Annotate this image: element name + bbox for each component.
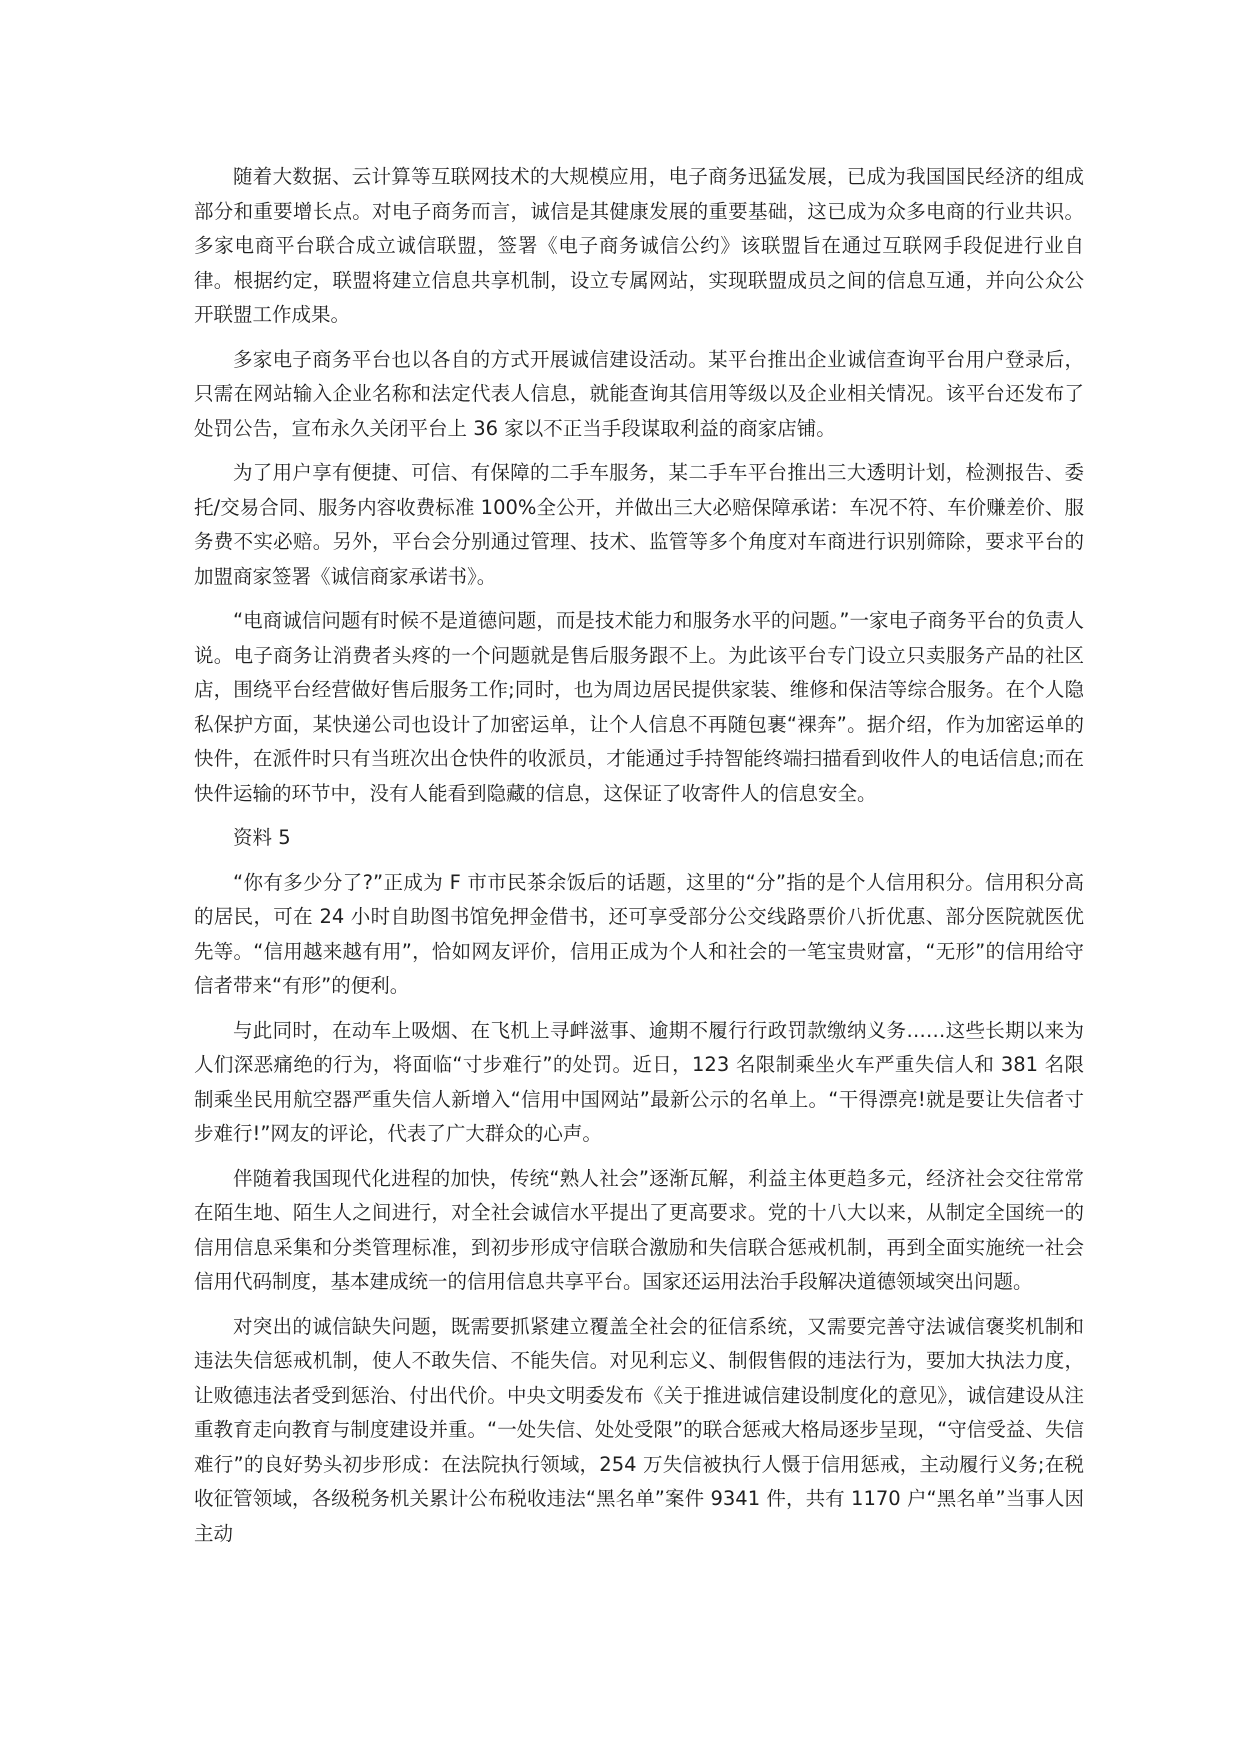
paragraph-ecommerce-integrity-alliance: 随着大数据、云计算等互联网技术的大规模应用，电子商务迅猛发展，已成为我国国民经济的组成部分和重要增长点。对电子商务而言，诚信是其健康发展的重要基础，这已成为众多电商的行业共识。多家电商平台联合成立诚信联盟，签署《电子商务诚信公约》该联盟旨在通过互联网手段促进行业自律。根据约定，联盟将建立信息共享机制，设立专属网站，实现联盟成员之间的信息互通，并向公众公开联盟工作成果。 <box>194 165 1084 326</box>
paragraph-credit-score: “你有多少分了?”正成为 F 市市民茶余饭后的话题，这里的“分”指的是个人信用积分。信用积分高的居民，可在 24 小时自助图书馆免押金借书，还可享受部分公交线路票价八折优惠、部分医院就医优先等。“信用越来越有用”，恰如网友评价，信用正成为个人和社会的一笔宝贵财富，“无形”的信用给守信者带来“有形”的便利。 <box>194 870 1084 997</box>
paragraph-after-sales-privacy: “电商诚信问题有时候不是道德问题，而是技术能力和服务水平的问题。”一家电子商务平台的负责人说。电子商务让消费者头疼的一个问题就是售后服务跟不上。为此该平台专门设立只卖服务产品的社区店，围绕平台经营做好售后服务工作;同时，也为周边居民提供家装、维修和保洁等综合服务。在个人隐私保护方面，某快递公司也设计了加密运单，让个人信息不再随包裹“裸奔”。据介绍，作为加密运单的快件，在派件时只有当班次出仓快件的收派员，才能通过手持智能终端扫描看到收件人的电话信息;而在快件运输的环节中，没有人能看到隐藏的信息，这保证了收寄件人的信息安全。 <box>194 609 1084 805</box>
document-body <box>194 160 1084 1561</box>
section-heading-material-5: 资料 5 <box>233 826 291 849</box>
paragraph-platform-integrity-activities: 多家电子商务平台也以各自的方式开展诚信建设活动。某平台推出企业诚信查询平台用户登录后，只需在网站输入企业名称和法定代表人信息，就能查询其信用等级以及企业相关情况。该平台还发布了处罚公告，宣布永久关闭平台上 36 家以不正当手段谋取利益的商家店铺。 <box>194 347 1084 440</box>
paragraph-dishonest-travel-restriction: 与此同时，在动车上吸烟、在飞机上寻衅滋事、逾期不履行行政罚款缴纳义务……这些长期以来为人们深恶痛绝的行为，将面临“寸步难行”的处罚。近日，123 名限制乘坐火车严重失信人和 381 名限制乘坐民用航空器严重失信人新增入“信用中国网站”最新公示的名单上。“干得漂亮!就是要让失信者寸步难行!”网友的评论，代表了广大群众的心声。 <box>194 1018 1084 1145</box>
paragraph-joint-punishment: 对突出的诚信缺失问题，既需要抓紧建立覆盖全社会的征信系统，又需要完善守法诚信褒奖机制和违法失信惩戒机制，使人不敢失信、不能失信。对见利忘义、制假售假的违法行为，要加大执法力度，让败德违法者受到惩治、付出代价。中央文明委发布《关于推进诚信建设制度化的意见》，诚信建设从注重教育走向教育与制度建设并重。“一处失信、处处受限”的联合惩戒大格局逐步呈现，“守信受益、失信难行”的良好势头初步形成：在法院执行领域，254 万失信被执行人慑于信用惩戒，主动履行义务;在税收征管领域，各级税务机关累计公布税收违法“黑名单”案件 9341 件，共有 1170 户“黑名单”当事人因主动 <box>194 1314 1084 1545</box>
paragraph-modernization-credit-system: 伴随着我国现代化进程的加快，传统“熟人社会”逐渐瓦解，利益主体更趋多元，经济社会交往常常在陌生地、陌生人之间进行，对全社会诚信水平提出了更高要求。党的十八大以来，从制定全国统一的信用信息采集和分类管理标准，到初步形成守信联合激励和失信联合惩戒机制，再到全面实施统一社会信用代码制度，基本建成统一的信用信息共享平台。国家还运用法治手段解决道德领域突出问题。 <box>194 1166 1084 1293</box>
paragraph-used-car-platform: 为了用户享有便捷、可信、有保障的二手车服务，某二手车平台推出三大透明计划，检测报告、委托/交易合同、服务内容收费标准 100%全公开，并做出三大必赔保障承诺：车况不符、车价赚差价、服务费不实必赔。另外，平台会分别通过管理、技术、监管等多个角度对车商进行识别筛除，要求平台的加盟商家签署《诚信商家承诺书》。 <box>194 461 1084 588</box>
